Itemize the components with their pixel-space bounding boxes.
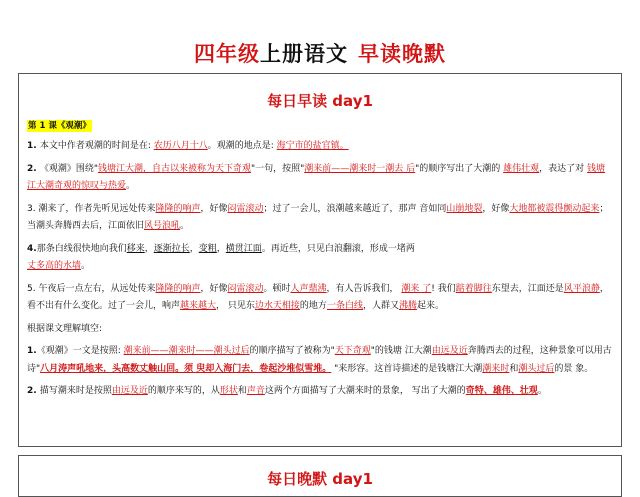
answer-text-bold: 八月涛声吼地来，头高数丈触山回。须 臾却入海门去，卷起沙堆似雪堆。 [40, 363, 332, 374]
body-text: 的顺序描写了被称为" [249, 346, 335, 356]
title-grade: 四年级 [194, 42, 260, 66]
answer-text: 丈多高的水墙 [27, 261, 82, 271]
body-text: 和 [509, 363, 519, 374]
underlined-text: 横贯江面 [225, 243, 262, 254]
answer-text: 由远及近 [111, 386, 148, 396]
answer-text: 潮来前——潮来时一潮去 后 [304, 163, 416, 174]
evening-dictation-box [18, 455, 622, 497]
body-text: 。 [126, 181, 136, 191]
answer-text: 大地都被震得颤动起来 [509, 203, 600, 214]
body-text: 本文中作者观潮的时间是在: [39, 141, 154, 151]
body-text: 描写潮来时是按照 [39, 386, 112, 396]
body-text: 这两个方面描写了大潮来时的景象， 写出了大潮的 [264, 386, 466, 396]
body-text: 3. [27, 203, 39, 214]
answer-text: 隆隆的响声 [155, 203, 201, 214]
body-text: ，好像 [482, 203, 510, 214]
answer-text: 沸腾 [398, 301, 417, 311]
morning-reading-box [18, 73, 622, 447]
answer-text: 潮来时 [482, 363, 510, 374]
body-text: "的顺序写出了大潮的 [415, 163, 504, 174]
body-text: 。再近些，只见白浪翻滚，形成一堵两 [261, 243, 415, 254]
body-text: ；过了一会儿，浪潮越来越近了，那声 音如同 [263, 203, 447, 214]
paragraph-p1 [27, 138, 613, 156]
body-text: ， 只见东 [216, 301, 255, 311]
body-text: 。 [81, 261, 91, 271]
item-number: 1. [27, 346, 37, 356]
answer-text: 声音 [246, 386, 265, 396]
body-text: ，好像 [200, 283, 228, 294]
answer-text: 踮着脚往 [455, 283, 492, 294]
body-text: ! 我们 [431, 283, 456, 294]
morning-reading-title: 每日早读 day1 [267, 92, 373, 110]
body-text: ，人群又 [362, 301, 399, 311]
paragraph-p4 [27, 241, 613, 259]
body-text: "一句，按照" [250, 163, 305, 174]
paragraph-p3 [27, 201, 613, 236]
body-text: ；当潮头奔腾西去后，江面依旧 [27, 203, 609, 231]
body-text: 。顿时 [263, 283, 291, 294]
underlined-text: 逐渐拉长 [153, 243, 190, 254]
answer-text: 天下奇观 [334, 346, 371, 356]
body-text: 的景 象。 [554, 363, 594, 374]
paragraph-p5 [27, 281, 613, 316]
paragraph-p7 [27, 343, 613, 378]
morning-reading-content [27, 118, 613, 406]
answer-text: 钱塘江大潮，自古以来被称为天下奇观 [97, 163, 251, 174]
answer-text-bold: 奇特、雄伟、壮观 [465, 386, 538, 396]
answer-text: 山崩地裂 [446, 203, 483, 214]
answer-text: 边水天相接 [254, 301, 300, 311]
body-text: 的顺序来写的，从 [147, 386, 220, 396]
answer-text: 越来越大 [180, 301, 217, 311]
underlined-text: 移来 [126, 243, 145, 254]
body-text: "的钱塘 江大潮 [370, 346, 432, 356]
answer-text: 由远及近 [431, 346, 468, 356]
lesson-label: 第 1 课《观潮》 [28, 121, 91, 131]
answer-text: 形状 [219, 386, 238, 396]
paragraph-p4b [27, 258, 613, 276]
answer-text: 风平浪静 [563, 283, 600, 294]
body-text: ， [189, 243, 199, 254]
item-number: 2. [27, 386, 40, 396]
evening-dictation-title: 每日晚默 day1 [267, 470, 373, 488]
body-text: 《观潮》一文是按照: [36, 346, 124, 356]
title-subject: 上册语文 [260, 42, 348, 66]
body-text: ，好像 [200, 203, 228, 214]
body-text: 。 [180, 221, 190, 231]
title-topic: 早读晚默 [358, 42, 446, 66]
paragraph-p8 [27, 383, 613, 401]
underlined-text: 变粗 [198, 243, 217, 254]
paragraph-p2 [27, 161, 613, 196]
answer-text: 潮来前——潮来时——潮头过后 [123, 346, 250, 356]
body-text: 奔腾西去的过程，这种景象可以用古诗" [27, 346, 612, 374]
answer-text: 海宁市的盐官镇。 [276, 141, 349, 151]
body-text: 5. [27, 283, 39, 294]
body-text: 东望去，江面还是 [491, 283, 564, 294]
answer-text: 风号浪吼 [144, 221, 181, 231]
body-text: 的地方 [299, 301, 327, 311]
answer-text: 农历八月十八 [153, 141, 208, 151]
body-text: ， [216, 243, 226, 254]
body-text: 《观潮》围绕" [39, 163, 98, 174]
answer-text: 闷雷滚动 [227, 283, 264, 294]
body-text: ，有人告诉我们， [326, 283, 402, 294]
paragraph-list [27, 138, 613, 401]
paragraph-p6 [27, 321, 613, 339]
answer-text: 闷雷滚动 [227, 203, 264, 214]
item-number: 2. [27, 163, 40, 174]
item-number: 4. [27, 243, 37, 254]
answer-text: 人声鼎沸 [290, 283, 327, 294]
body-text: 那条白线很快地向我们 [36, 243, 127, 254]
body-text: 和 [237, 386, 247, 396]
body-text: 。 [537, 386, 547, 396]
body-text: 根据课文理解填空: [27, 323, 103, 334]
answer-text: 雄伟壮观 [503, 163, 540, 174]
body-text: 午夜后一点左右，从远处传来 [38, 283, 156, 294]
item-number: 1. [27, 141, 40, 151]
answer-text: 隆隆的响声 [155, 283, 201, 294]
body-text: 起来。 [416, 301, 444, 311]
body-text: "来形容。这首诗描述的是钱塘江大潮 [331, 363, 483, 374]
answer-text: 潮头过后 [518, 363, 555, 374]
body-text: ， [144, 243, 154, 254]
body-text: 潮来了，作者先听见远处传来 [38, 203, 156, 214]
page-title [0, 40, 640, 68]
answer-text: 潮来 了 [401, 283, 432, 294]
body-text: ，表达了对 [539, 163, 588, 174]
body-text: 。观潮的地点是: [207, 141, 277, 151]
answer-text: 钱塘江大潮奇观的惊叹与热爱 [27, 163, 606, 191]
body-text: ，看不出有什么变化。过了一会儿，响声 [27, 283, 609, 311]
answer-text: 一条白线 [326, 301, 363, 311]
